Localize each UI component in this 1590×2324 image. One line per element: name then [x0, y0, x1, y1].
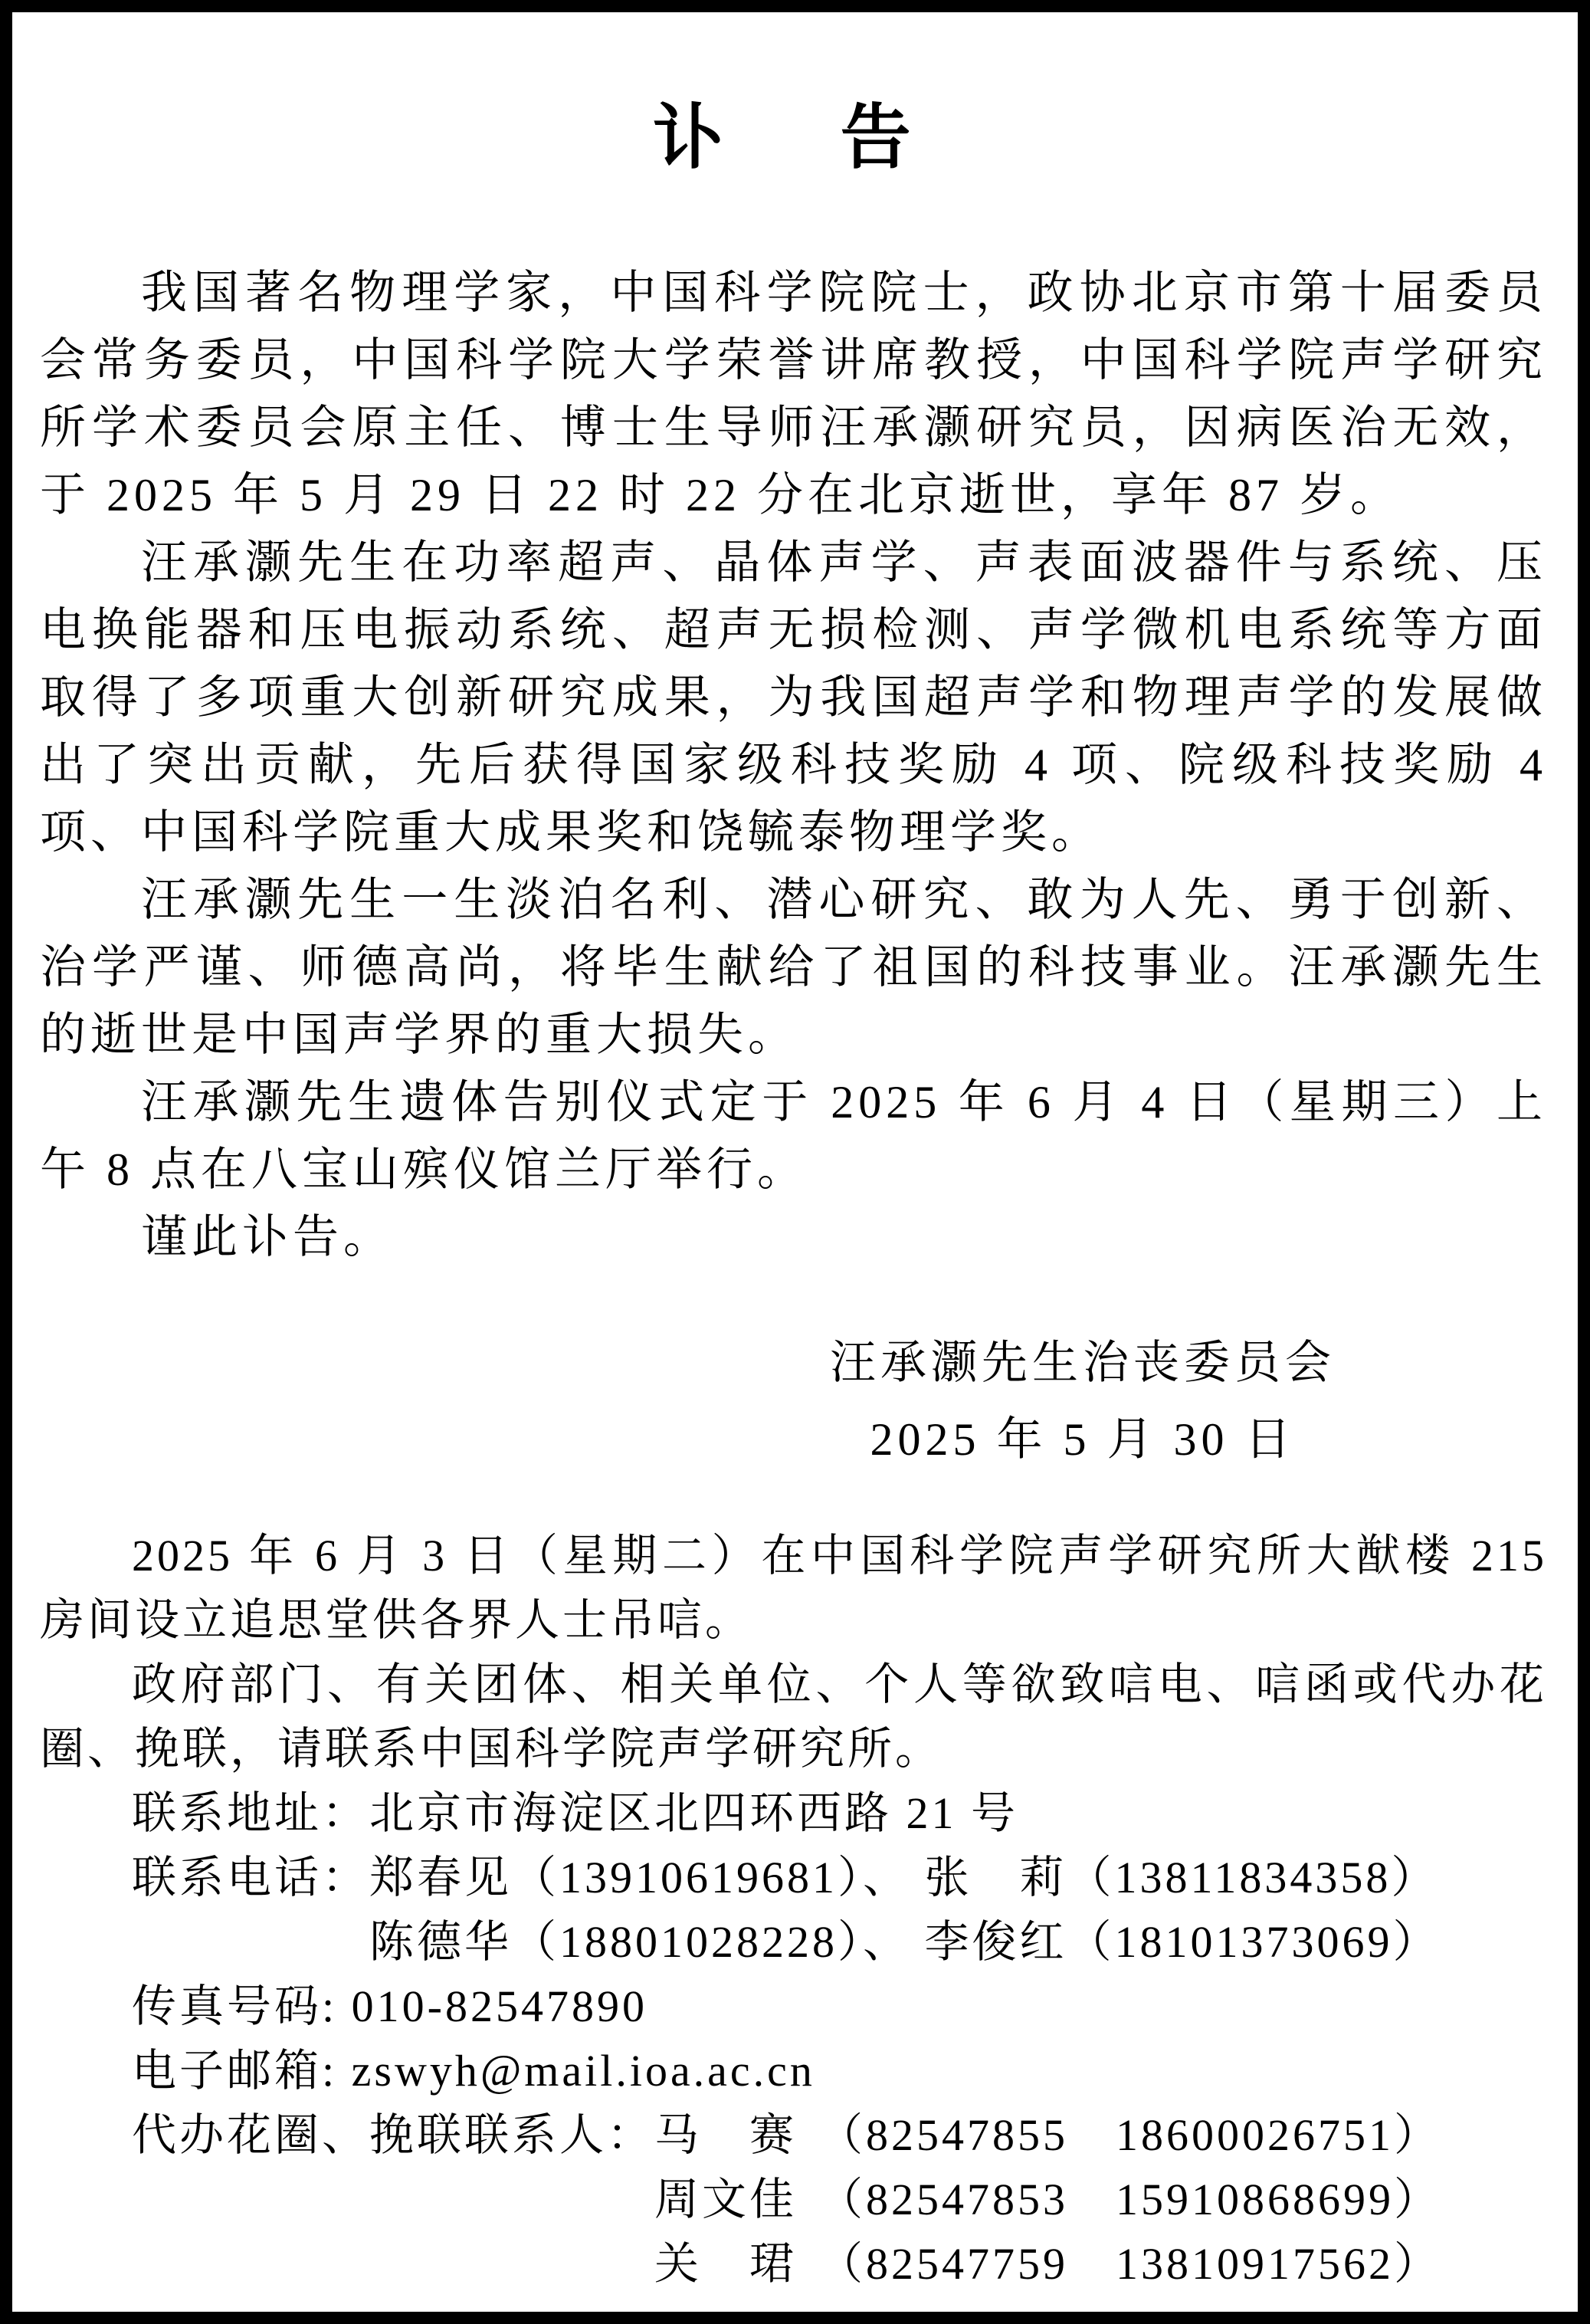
page-title: 讣 告	[652, 97, 935, 179]
obituary-paragraph-achievements: 汪承灏先生在功率超声、晶体声学、声表面波器件与系统、压电换能器和压电振动系统、超声无损检测、声学微机电系统等方面取得了多项重大创新研究成果，为我国超声学和物理声学的发展做出了突出贡献，先后获得国家级科技奖励 4 项、院级科技奖励 4 项、中国科学院重大成果奖和饶毓泰物理学奖。	[40, 537, 1547, 858]
wreath-contact-phones: （82547759 13810917562）	[818, 2239, 1442, 2289]
signature-block	[40, 1324, 1547, 1478]
closing-line: 谨此讣告。	[141, 1212, 394, 1262]
contact-email-line	[40, 2039, 1547, 2103]
memorial-notice	[40, 1524, 1547, 1781]
contact-address-label: 联系地址：	[132, 1788, 370, 1838]
contact-info	[40, 1781, 1547, 2296]
wreath-contact-name: 马 赛	[654, 2110, 798, 2160]
obituary-body	[40, 259, 1547, 1271]
contact-email-label: 电子邮箱:	[132, 2046, 352, 2096]
contact-address-line	[40, 1781, 1547, 1846]
contact-fax-label: 传真号码:	[132, 1981, 352, 2031]
condolence-instructions-paragraph: 政府部门、有关团体、相关单位、个人等欲致唁电、唁函或代办花圈、挽联，请联系中国科学院声学研究所。	[40, 1659, 1547, 1774]
wreath-contact-label: 代办花圈、挽联联系人：	[132, 2110, 655, 2160]
signature-date: 2025 年 5 月 30 日	[870, 1414, 1296, 1465]
wreath-contact-line-1	[40, 2103, 1547, 2168]
contact-email-value: zswyh@mail.ioa.ac.cn	[351, 2046, 815, 2096]
wreath-contact-phones: （82547853 15910868699）	[818, 2175, 1442, 2224]
obituary-paragraph-character: 汪承灏先生一生淡泊名利、潜心研究、敢为人先、勇于创新、治学严谨、师德高尚，将毕生献给了祖国的科技事业。汪承灏先生的逝世是中国声学界的重大损失。	[40, 875, 1547, 1060]
wreath-contact-name: 周文佳	[654, 2175, 798, 2224]
contact-fax-line	[40, 1974, 1547, 2039]
contact-address-value: 北京市海淀区北四环西路 21 号	[369, 1788, 1019, 1838]
contact-fax-value: 010-82547890	[351, 1981, 647, 2031]
memorial-hall-paragraph: 2025 年 6 月 3 日（星期二）在中国科学院声学研究所大猷楼 215 房间设立追思堂供各界人士吊唁。	[40, 1531, 1547, 1645]
contact-phone-entries-1: 郑春见（13910619681）、 张 莉（13811834358）	[369, 1853, 1439, 1902]
wreath-contact-line-2	[654, 2168, 1547, 2232]
contact-phone-line-1	[40, 1846, 1547, 1910]
contact-phone-line-2: 陈德华（18801028228）、 李俊红（18101373069）	[369, 1917, 1441, 1967]
signature-committee: 汪承灏先生治丧委员会	[830, 1338, 1336, 1388]
contact-phone-label: 联系电话：	[132, 1853, 370, 1902]
wreath-contact-name: 关 珺	[654, 2239, 798, 2289]
wreath-contact-phones: （82547855 18600026751）	[818, 2110, 1442, 2160]
obituary-paragraph-farewell-ceremony: 汪承灏先生遗体告别仪式定于 2025 年 6 月 4 日（星期三）上午 8 点在八宝山殡仪馆兰厅举行。	[40, 1077, 1547, 1195]
wreath-contact-line-3	[654, 2232, 1547, 2296]
obituary-paragraph-intro: 我国著名物理学家，中国科学院院士，政协北京市第十届委员会常务委员，中国科学院大学荣誉讲席教授，中国科学院声学研究所学术委员会原主任、博士生导师汪承灏研究员，因病医治无效，于 2025 年 5 月 29 日 22 时 22 分在北京逝世，享年 87 岁。	[40, 268, 1547, 520]
